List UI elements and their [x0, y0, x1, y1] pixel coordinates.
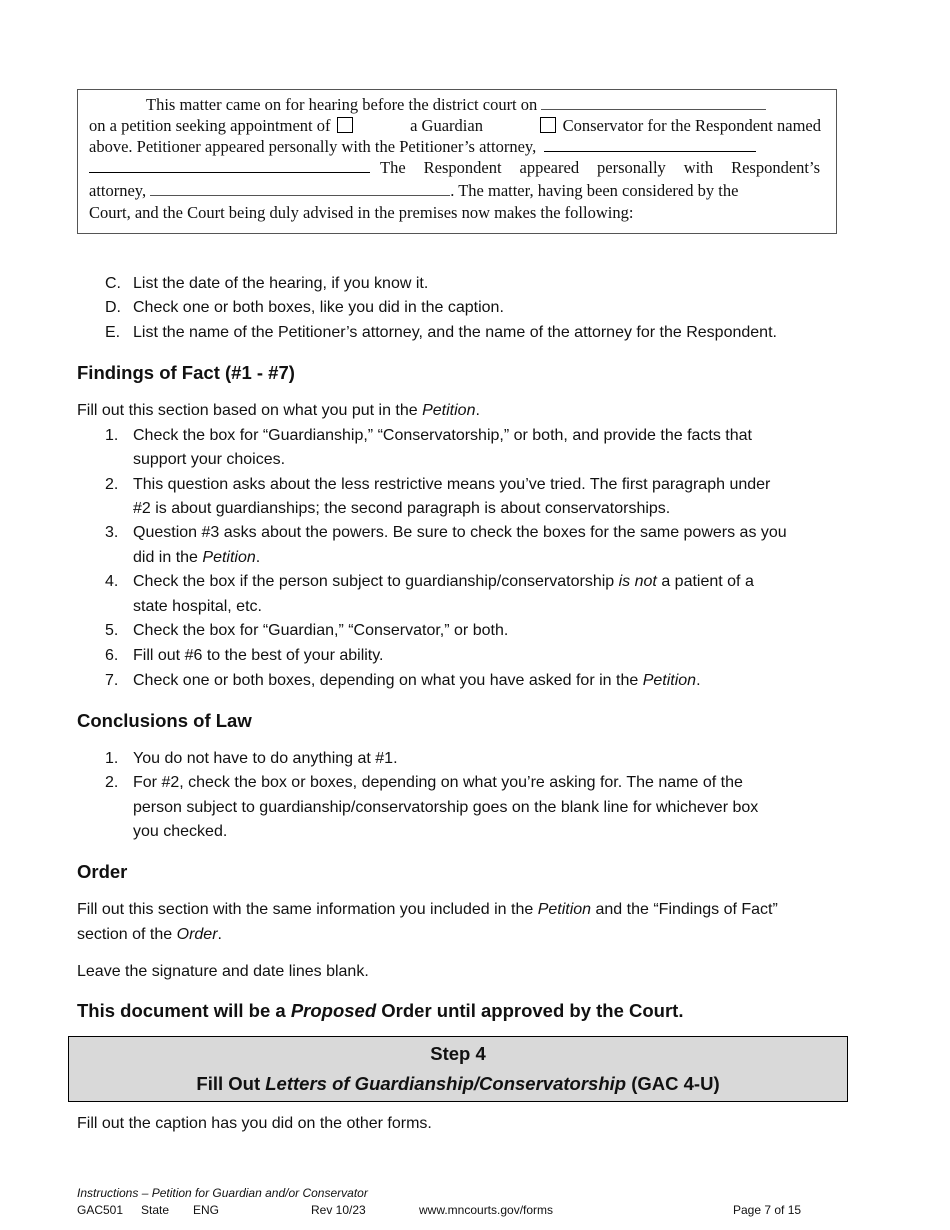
list-item: E. List the name of the Petitioner’s attorney, and the name of the attorney for the Respondent. — [105, 324, 777, 341]
petitioner-attorney-blank — [544, 136, 756, 152]
caption-line-2: on a petition seeking appointment of a Guardian Conservator for the Respondent named — [89, 116, 821, 135]
list-item: 5. Check the box for “Guardian,” “Conservator,” or both. — [105, 622, 509, 639]
findings-intro: Fill out this section based on what you put in the Petition. — [77, 402, 480, 419]
respondent-attorney-blank — [150, 180, 450, 196]
list-item-cont: you checked. — [133, 823, 228, 840]
caption-line-1: This matter came on for hearing before the district court on — [89, 94, 821, 115]
list-item: 1. You do not have to do anything at #1. — [105, 750, 398, 767]
final-paragraph: Fill out the caption has you did on the other forms. — [77, 1115, 432, 1132]
footer-url[interactable]: www.mncourts.gov/forms — [419, 1203, 554, 1217]
guardian-checkbox — [337, 117, 353, 133]
list-item: 2. This question asks about the less restrictive means you’ve tried. The first paragraph under — [105, 476, 771, 493]
footer-form-code: GAC501 — [77, 1203, 124, 1217]
conclusions-heading: Conclusions of Law — [77, 710, 252, 731]
step-subtitle: Fill Out Letters of Guardianship/Conservatorship (GAC 4-U) — [196, 1073, 720, 1094]
petitioner-attorney-blank-2 — [89, 157, 370, 173]
caption-excerpt-box — [77, 89, 837, 234]
footer-page-number: Page 7 of 15 — [733, 1203, 802, 1217]
list-item-cont: did in the Petition. — [133, 549, 261, 566]
list-item: 6. Fill out #6 to the best of your ability. — [105, 647, 384, 664]
conservator-checkbox — [540, 117, 556, 133]
list-item: 4. Check the box if the person subject to guardianship/conservatorship is not a patient of a — [105, 573, 754, 590]
findings-heading: Findings of Fact (#1 - #7) — [77, 362, 295, 383]
caption-line-3: above. Petitioner appeared personally with the Petitioner’s attorney, — [89, 136, 821, 157]
hearing-date-blank — [541, 94, 766, 110]
order-paragraph-1-cont: section of the Order. — [77, 926, 222, 943]
order-heading: Order — [77, 861, 128, 882]
list-item: 2. For #2, check the box or boxes, depending on what you’re asking for. The name of the — [105, 774, 743, 791]
list-item-cont: state hospital, etc. — [133, 598, 262, 615]
list-item-cont: #2 is about guardianships; the second paragraph is about conservatorships. — [133, 500, 671, 517]
list-item-cont: support your choices. — [133, 451, 286, 468]
caption-line-4: The Respondent appeared personally with Respondent’s — [89, 157, 821, 178]
footer-language: ENG — [193, 1203, 220, 1217]
list-item: 7. Check one or both boxes, depending on what you have asked for in the Petition. — [105, 672, 701, 689]
caption-line-5: attorney, . The matter, having been considered by the — [89, 181, 739, 200]
list-item-cont: person subject to guardianship/conservatorship goes on the blank line for whichever box — [133, 799, 759, 816]
order-paragraph-1: Fill out this section with the same information you included in the Petition and the “Findings of Fact” — [77, 901, 778, 918]
step-title: Step 4 — [430, 1043, 486, 1064]
list-item: C. List the date of the hearing, if you know it. — [105, 275, 429, 292]
order-paragraph-2: Leave the signature and date lines blank. — [77, 963, 369, 980]
list-item: 3. Question #3 asks about the powers. Be sure to check the boxes for the same powers as you — [105, 524, 787, 541]
footer-revision: Rev 10/23 — [311, 1203, 366, 1217]
step-4-box — [68, 1036, 848, 1102]
list-item: 1. Check the box for “Guardianship,” “Conservatorship,” or both, and provide the facts that — [105, 427, 752, 444]
caption-line-6: Court, and the Court being duly advised in the premises now makes the following: — [89, 203, 634, 222]
list-item: D. Check one or both boxes, like you did in the caption. — [105, 299, 504, 316]
footer-state: State — [141, 1203, 170, 1217]
proposed-order-note: This document will be a Proposed Order until approved by the Court. — [77, 1000, 684, 1021]
footer-title: Instructions – Petition for Guardian and/or Conservator — [77, 1186, 368, 1200]
